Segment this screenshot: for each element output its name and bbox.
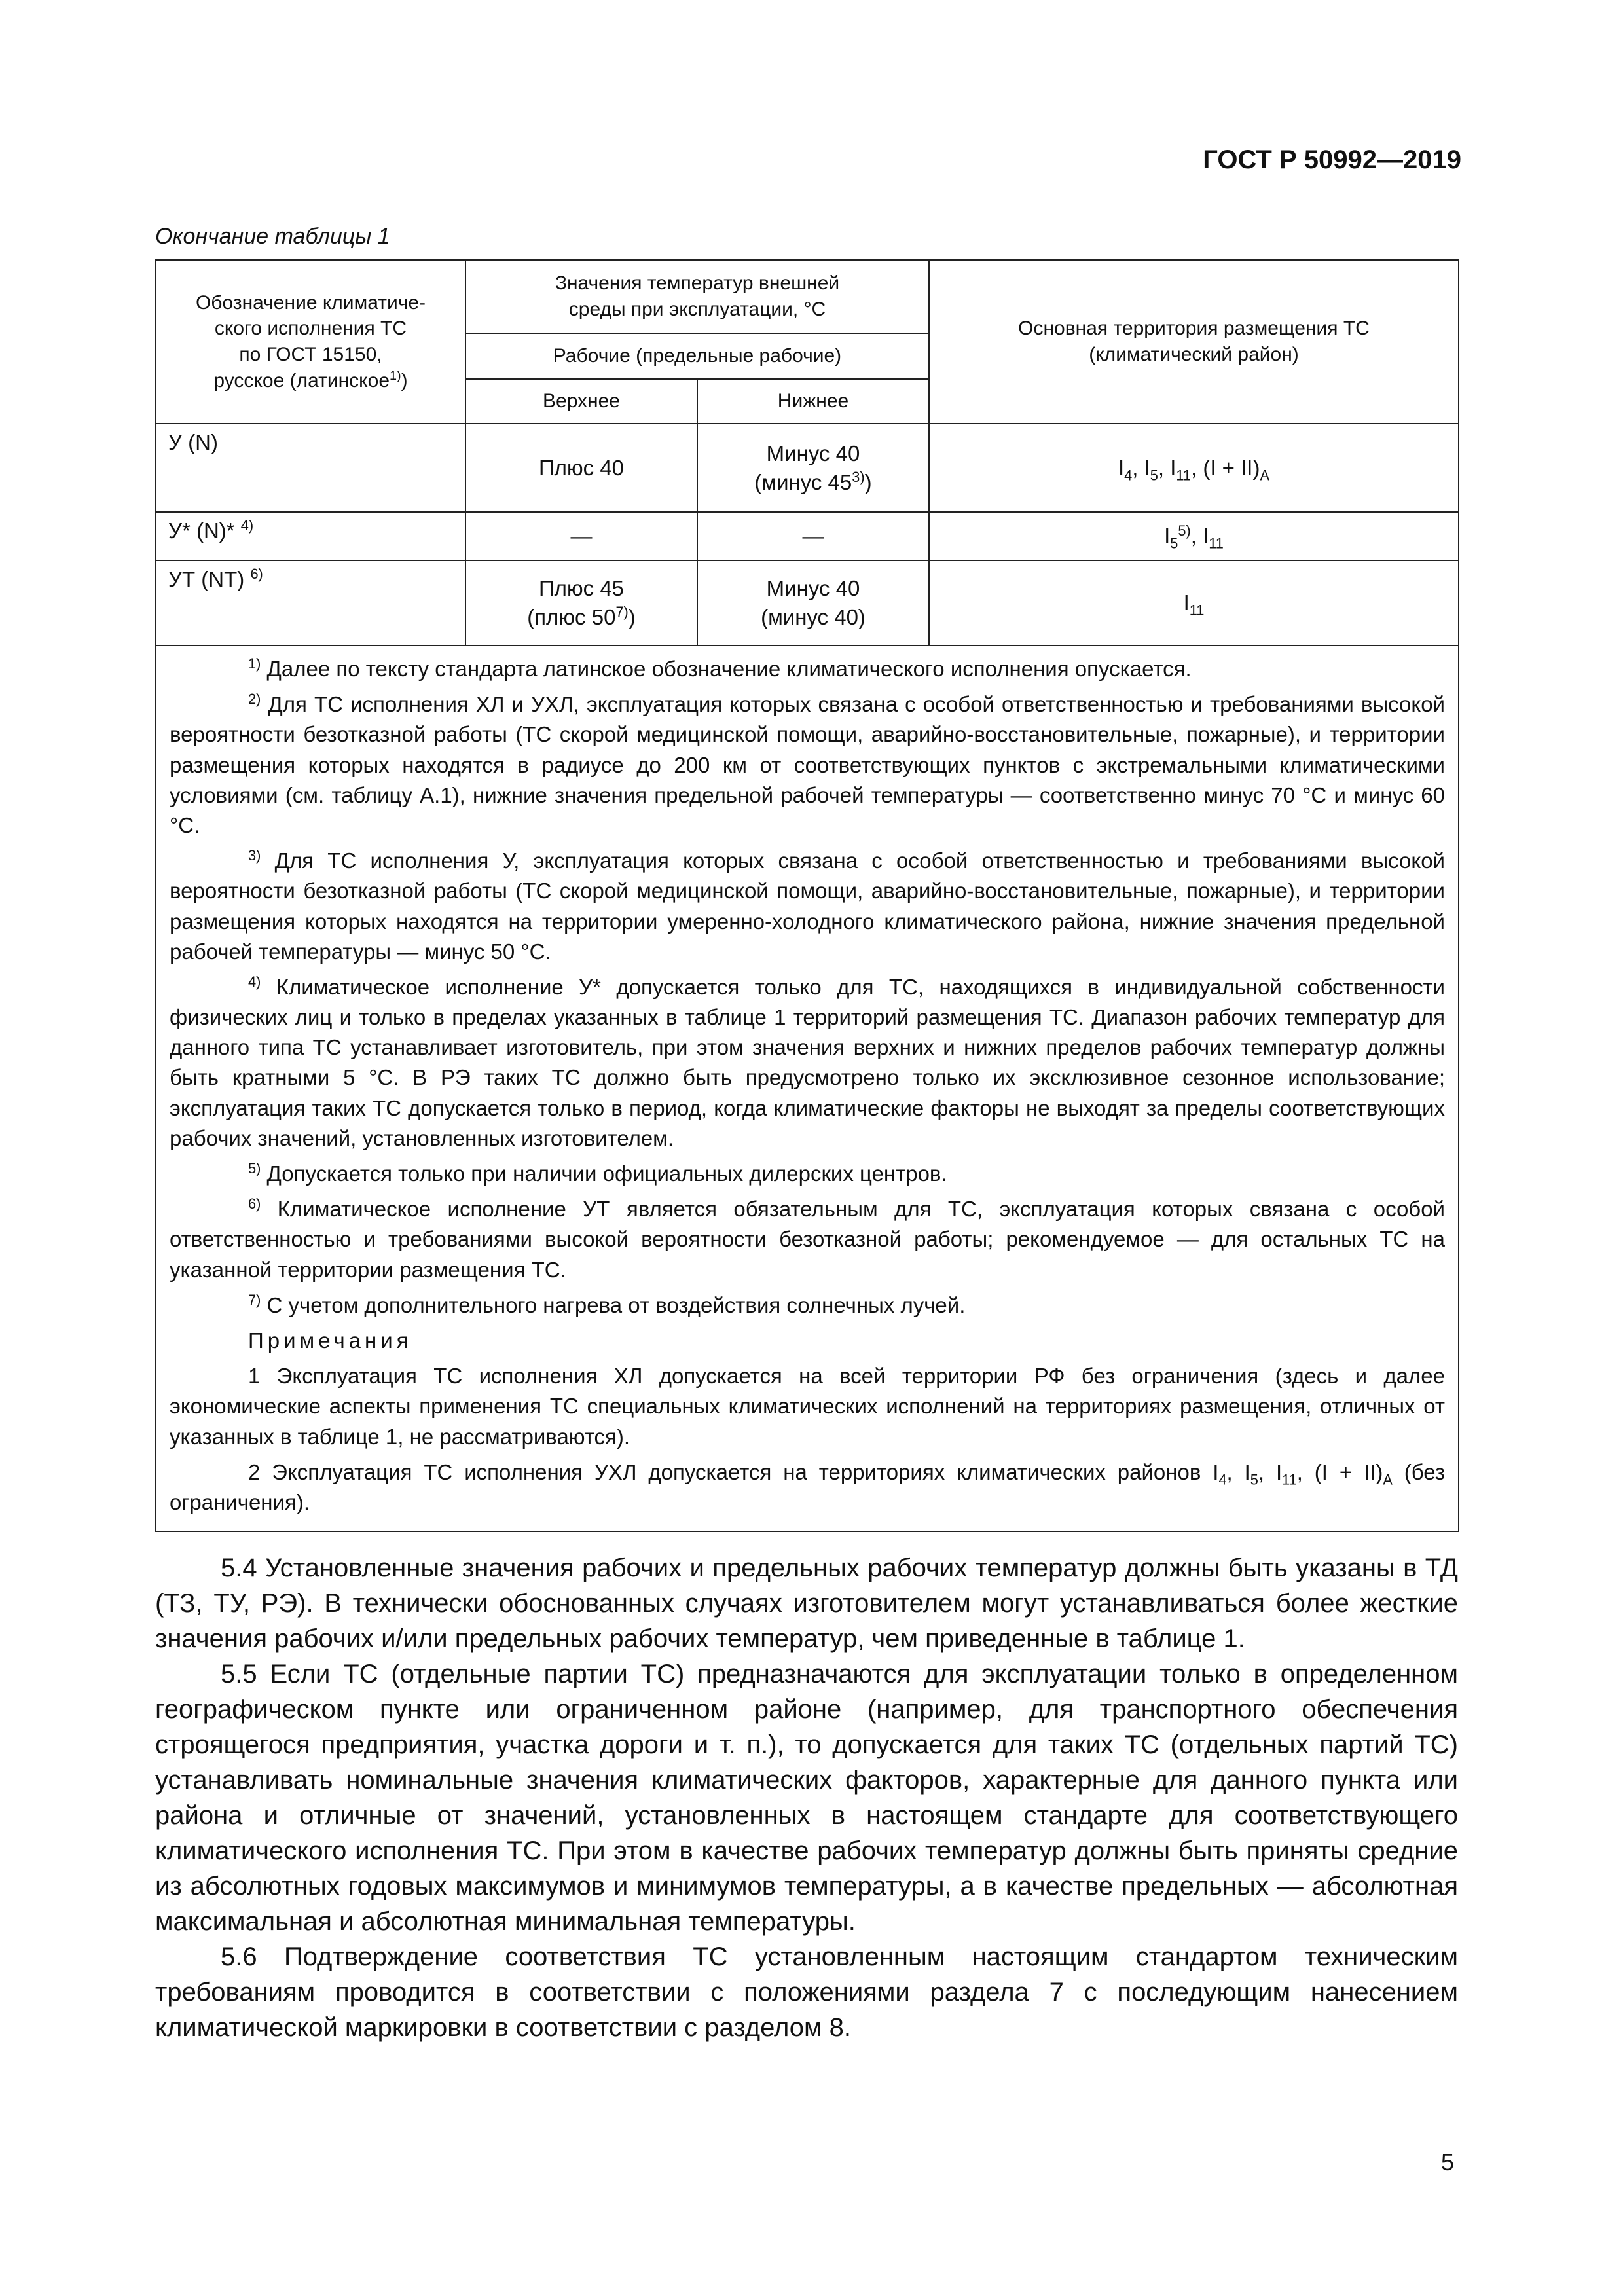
- row-designation: УТ (NT) $^{6)}$: [156, 560, 465, 646]
- header-temperature-values: Значения температур внешней среды при эксплуатации, °С: [465, 260, 929, 333]
- header-designation: Обозначение климатиче- ского исполнения ТС по ГОСТ 15150, русское (латинское$^{1)}$): [156, 260, 465, 424]
- climate-table: [155, 259, 1458, 1532]
- row-upper: Плюс 40: [465, 424, 697, 512]
- paragraph-5-6: 5.6 Подтверждение соответствия ТС установленным настоящим стандартом техническим требованиям проводится в соответствии с положениями раздела 7 с последующим нанесением климатической маркировки в соответствии с разделом 8.: [155, 1942, 1458, 2042]
- note-2: 2 Эксплуатация ТС исполнения УХЛ допускается на территориях климатических районов $I_4$, $I_5$, $I_{11}$, $(I + II)_A$ (без ограничения).: [170, 1459, 1446, 1514]
- header-working: Рабочие (предельные рабочие): [465, 333, 929, 379]
- row-upper: —: [465, 512, 697, 560]
- row-lower: Минус 40 (минус 45$^{3)}$): [697, 424, 929, 512]
- table-row: [156, 512, 1459, 560]
- table-caption: Окончание таблицы 1: [155, 224, 390, 249]
- footnote: $^{1)}$ Далее по тексту стандарта латинское обозначение климатического исполнения опускается.: [248, 655, 1192, 681]
- document-code: ГОСТ Р 50992—2019: [1203, 145, 1461, 174]
- footnote: $^{5)}$ Допускается только при наличии официальных дилерских центров.: [248, 1160, 947, 1186]
- row-upper: Плюс 45 (плюс 50$^{7)}$): [465, 560, 697, 646]
- footnote: $^{2)}$ Для ТС исполнения ХЛ и УХЛ, эксплуатация которых связана с особой ответственностью и требованиями высокой вероятности безотказной работы (ТС скорой медицинской помощи, аварийно-восстановительные, пожарные), и территории размещения которых находятся в радиусе до 200 км от соответствующих пунктов с экстремальными климатическими условиями (см. таблицу А.1), нижние значения предельной рабочей температуры — соответственно минус 70 °С и минус 60 °С.: [170, 691, 1445, 837]
- footnote: $^{6)}$ Климатическое исполнение УТ является обязательным для ТС, эксплуатация которых связана с особой ответственностью и требованиями высокой вероятности безотказной работы; рекомендуемое — для остальных ТС на указанной территории размещения ТС.: [170, 1195, 1445, 1282]
- notes-title: Примечания: [248, 1328, 412, 1353]
- row-territory: $I_4$, $I_5$, $I_{11}$, $(I + II)_A$: [929, 424, 1459, 512]
- row-territory: $I_{11}$: [929, 560, 1459, 646]
- footnote: $^{4)}$ Климатическое исполнение У* допускается только для ТС, находящихся в индивидуальной собственности физических лиц и только в пределах указанных в таблице 1 территорий размещения ТС. Диапазон рабочих температур для данного типа ТС устанавливает изготовитель, при этом значения верхних и нижних пределов рабочих температур должны быть кратными 5 °С. В РЭ таких ТС должно быть предусмотрено только их эксклюзивное сезонное использование; эксплуатация таких ТС допускается только в период, когда климатические факторы не выходят за пределы соответствующих рабочих значений, установленных изготовителем.: [170, 973, 1445, 1150]
- table-row: [156, 424, 1459, 512]
- header-lower: Нижнее: [697, 379, 929, 424]
- footnote: $^{7)}$ С учетом дополнительного нагрева от воздействия солнечных лучей.: [248, 1291, 966, 1317]
- table-footnotes: [156, 646, 1459, 1531]
- table-row: [156, 560, 1459, 646]
- paragraph-5-4: 5.4 Установленные значения рабочих и предельных рабочих температур должны быть указаны в ТД (ТЗ, ТУ, РЭ). В технически обоснованных случаях изготовителем могут устанавливаться более жесткие значения рабочих и/или предельных рабочих температур, чем приведенные в таблице 1.: [155, 1554, 1458, 1653]
- footnote: $^{3)}$ Для ТС исполнения У, эксплуатация которых связана с особой ответственностью и требованиями высокой вероятности безотказной работы (ТС скорой медицинской помощи, аварийно-восстановительные, пожарные), и территории размещения которых находятся на территории умеренно-холодного климатического района, нижние значения предельной рабочей температуры — минус 50 °С.: [170, 847, 1445, 964]
- row-lower: Минус 40 (минус 40): [697, 560, 929, 646]
- row-designation: У (N): [156, 424, 465, 512]
- header-territory: Основная территория размещения ТС (климатический район): [929, 260, 1459, 424]
- paragraph-5-5: 5.5 Если ТС (отдельные партии ТС) предназначаются для эксплуатации только в определенном географическом пункте или ограниченном районе (например, для транспортного обеспечения строящегося предприятия, участка дороги и т. п.), то допускается для таких ТС (отдельных партий ТС) устанавливать номинальные значения климатических факторов, характерные для данного пункта или района и отличные от значений, установленных в настоящем стандарте для соответствующего климатического исполнения ТС. При этом в качестве рабочих температур должны быть приняты средние из абсолютных годовых максимумов и минимумов температуры, а в качестве предельных — абсолютная максимальная и абсолютная минимальная температуры.: [155, 1660, 1458, 1936]
- note-1: 1 Эксплуатация ТС исполнения ХЛ допускается на всей территории РФ без ограничения (здесь и далее экономические аспекты применения ТС специальных климатических исполнений на территориях размещения, отличных от указанных в таблице 1, не рассматриваются).: [170, 1364, 1445, 1449]
- row-territory: $I_5^{5)}$, $I_{11}$: [929, 512, 1459, 560]
- header-upper: Верхнее: [465, 379, 697, 424]
- section-body: [155, 1550, 1458, 2045]
- row-lower: —: [697, 512, 929, 560]
- row-designation: У* (N)* $^{4)}$: [156, 512, 465, 560]
- page-number: 5: [1440, 2149, 1454, 2176]
